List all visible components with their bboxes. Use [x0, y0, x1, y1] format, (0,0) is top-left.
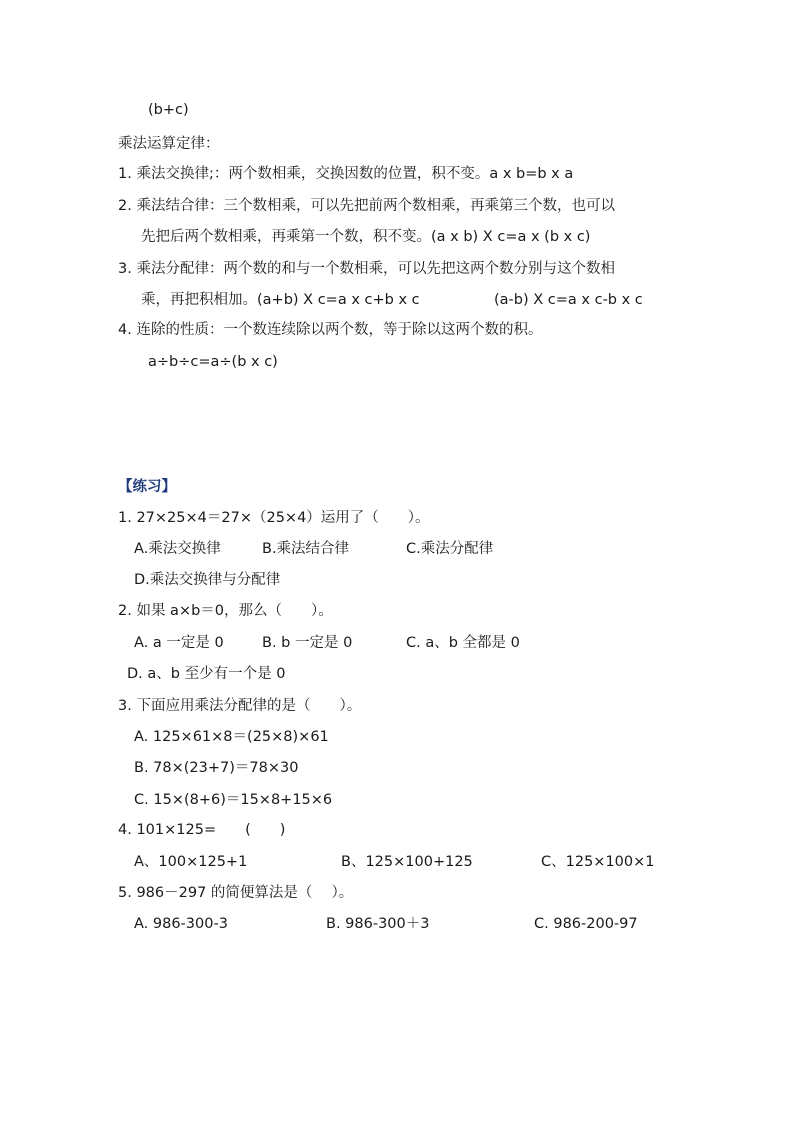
question-5: 5. 986－297 的简便算法是（ ）。	[118, 885, 354, 901]
q2-option-d: D. a、b 至少有一个是 0	[127, 666, 286, 682]
law-distributive-subtraction: (a-b) X c=a x c-b x c	[494, 292, 643, 308]
question-1: 1. 27×25×4＝27×（25×4）运用了（ ）。	[118, 510, 430, 526]
q3-option-a: A. 125×61×8＝(25×8)×61	[134, 729, 329, 745]
q2-option-c: C. a、b 全都是 0	[406, 635, 520, 651]
q1-option-a: A.乘法交换律	[134, 541, 221, 557]
law-division-property: 4. 连除的性质：一个数连续除以两个数，等于除以这两个数的积。	[118, 322, 543, 338]
q1-option-d: D.乘法交换律与分配律	[134, 572, 281, 588]
q1-option-c: C.乘法分配律	[406, 541, 494, 557]
law-associative-line2: 先把后两个数相乘，再乘第一个数，积不变。(a x b) X c=a x (b x c)	[141, 229, 591, 245]
q2-option-a: A. a 一定是 0	[134, 635, 224, 651]
question-3: 3. 下面应用乘法分配律的是（ ）。	[118, 698, 362, 714]
law-distributive-line1: 3. 乘法分配律：两个数的和与一个数相乘，可以先把这两个数分别与这个数相	[118, 261, 615, 277]
q5-option-c: C. 986-200-97	[534, 916, 638, 932]
question-4: 4. 101×125= ( )	[118, 822, 286, 838]
question-2: 2. 如果 a×b＝0，那么（ ）。	[118, 603, 333, 619]
section-title-multiplication-laws: 乘法运算定律：	[118, 136, 220, 152]
q1-option-b: B.乘法结合律	[262, 541, 350, 557]
formula-continuation: (b+c)	[148, 102, 189, 118]
practice-header: 【练习】	[118, 479, 176, 495]
q5-option-b: B. 986-300＋3	[326, 916, 430, 932]
division-formula: a÷b÷c=a÷(b x c)	[148, 354, 278, 370]
q5-option-a: A. 986-300-3	[134, 916, 228, 932]
q2-option-b: B. b 一定是 0	[262, 635, 353, 651]
law-distributive-line2: 乘，再把积相加。(a+b) X c=a x c+b x c	[141, 292, 420, 308]
q4-option-b: B、125×100+125	[341, 854, 473, 870]
law-associative-line1: 2. 乘法结合律：三个数相乘，可以先把前两个数相乘，再乘第三个数，也可以	[118, 198, 615, 214]
q3-option-b: B. 78×(23+7)＝78×30	[134, 760, 299, 776]
law-commutative: 1. 乘法交换律;：两个数相乘，交换因数的位置，积不变。a x b=b x a	[118, 166, 574, 182]
q4-option-c: C、125×100×1	[541, 854, 655, 870]
q3-option-c: C. 15×(8+6)＝15×8+15×6	[134, 792, 333, 808]
q4-option-a: A、100×125+1	[134, 854, 248, 870]
